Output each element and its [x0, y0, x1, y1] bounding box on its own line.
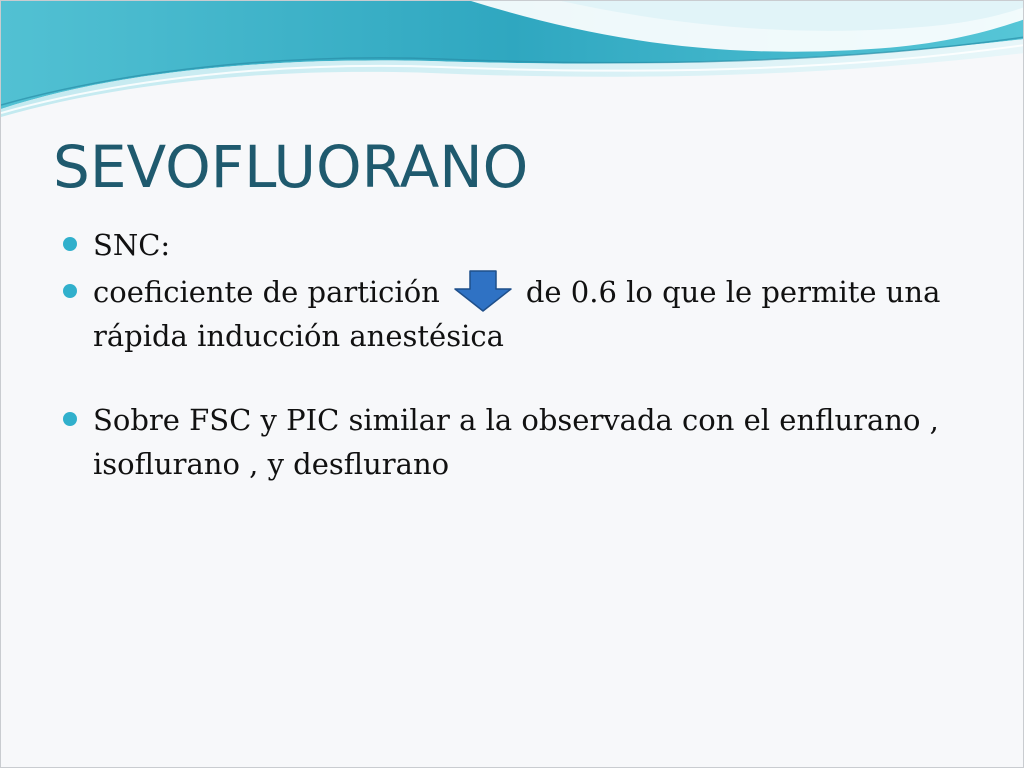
bullet-dot-icon	[63, 284, 77, 298]
bullet-dot-icon	[63, 412, 77, 426]
bullet-text: Sobre FSC y PIC similar a la observada con el enflurano , isoflurano , y desflurano	[93, 403, 939, 481]
header-swoosh-decoration	[1, 1, 1024, 121]
bullet-item	[63, 270, 993, 358]
bullet-item	[63, 398, 993, 486]
bullet-list	[63, 223, 993, 486]
bullet-text: SNC:	[93, 228, 171, 262]
bullet-item	[63, 223, 993, 267]
down-arrow-icon	[452, 270, 514, 312]
bullet-text-before-arrow: coeficiente de partición	[93, 275, 440, 309]
bullet-dot-icon	[63, 237, 77, 251]
bullet-text-after-arrow: de 0.6 lo que le permite una rápida inducción anestésica	[93, 275, 941, 353]
slide-title: SEVOFLUORANO	[53, 133, 529, 201]
